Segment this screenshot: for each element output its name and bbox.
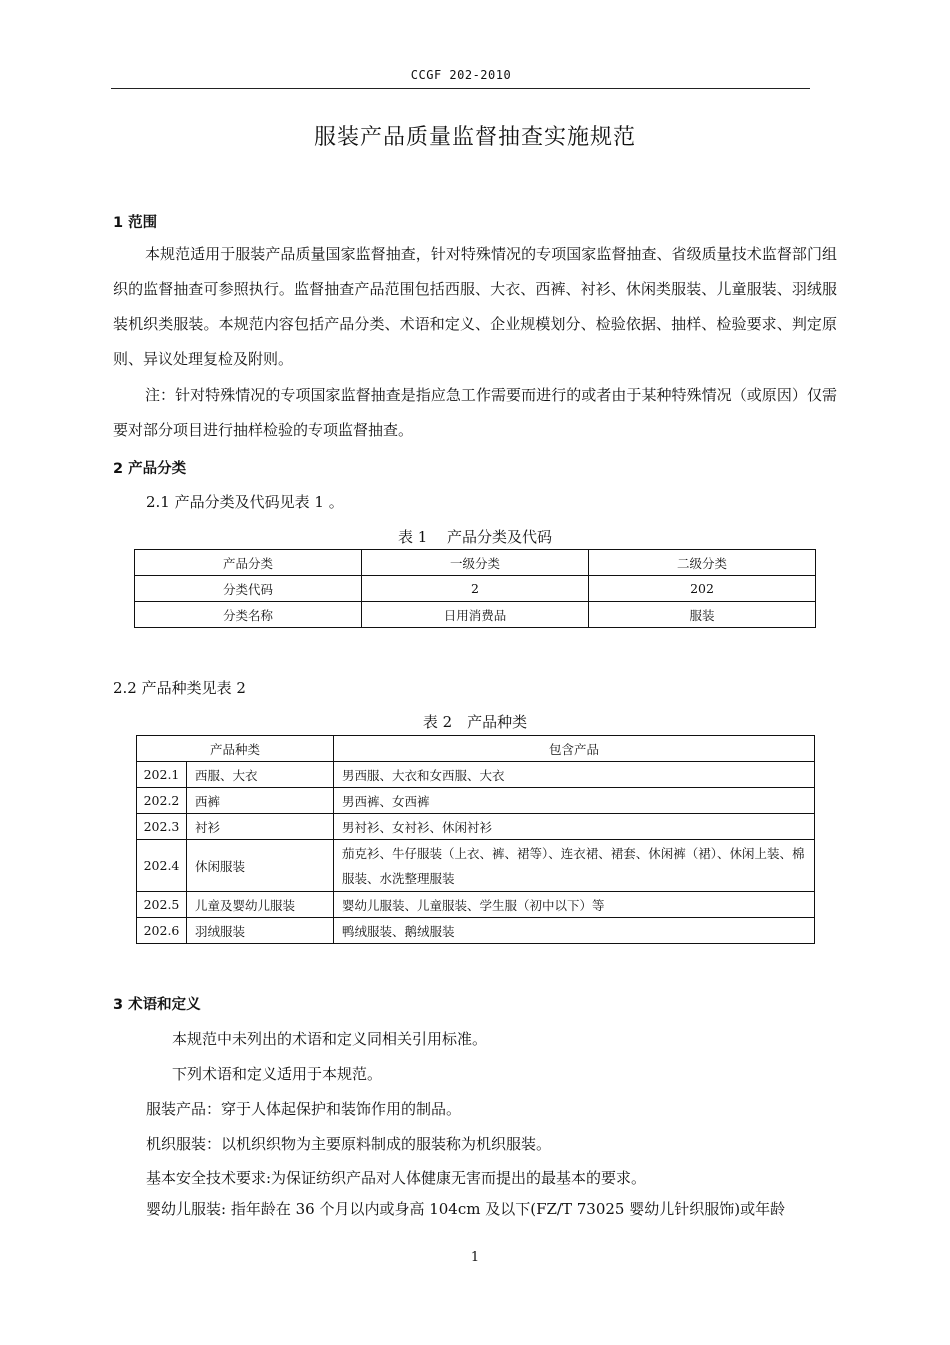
definition-infant-garment: 婴幼儿服装: 指年龄在 36 个月以内或身高 104cm 及以下(FZ/T 73025 婴幼儿针织服饰)或年龄 <box>146 1200 786 1218</box>
table-row <box>137 918 815 944</box>
table-cell: 一级分类 <box>362 550 589 576</box>
table-cell-code: 202.6 <box>137 918 187 944</box>
table-cell: 服装 <box>589 602 816 628</box>
page-number: 1 <box>470 1250 480 1265</box>
table-cell-code: 202.1 <box>137 762 187 788</box>
definition-woven-garment: 机织服装：以机织织物为主要原料制成的服装称为机织服装。 <box>146 1135 552 1153</box>
table-cell: 日用消费品 <box>362 602 589 628</box>
table-row <box>137 892 815 918</box>
table-1-product-classification <box>134 549 816 628</box>
table-cell-code: 202.5 <box>137 892 187 918</box>
table-cell-name: 西服、大衣 <box>187 762 334 788</box>
table-cell: 分类名称 <box>135 602 362 628</box>
table-cell-includes: 男西服、大衣和女西服、大衣 <box>334 762 815 788</box>
table-1-caption: 表 1 产品分类及代码 <box>397 528 553 546</box>
table-cell-text: 茄克衫、牛仔服装（上衣、裤、裙等）、连衣裙、裙套、休闲裤（裙）、休闲上装、棉服装、水洗整理服装 <box>342 845 805 886</box>
document-title: 服装产品质量监督抽查实施规范 <box>313 125 636 150</box>
table-row <box>137 762 815 788</box>
section-3-line-2: 下列术语和定义适用于本规范。 <box>172 1065 383 1083</box>
section-1-note: 注：针对特殊情况的专项国家监督抽查是指应急工作需要而进行的或者由于某种特殊情况（或原因）仅需要对部分项目进行抽样检验的专项监督抽查。 <box>113 386 837 439</box>
table-cell: 2 <box>362 576 589 602</box>
table-cell-name: 儿童及婴幼儿服装 <box>187 892 334 918</box>
table-cell-includes: 男衬衫、女衬衫、休闲衬衫 <box>334 814 815 840</box>
table-cell-includes: 鸭绒服装、鹅绒服装 <box>334 918 815 944</box>
standard-code: CCGF 202-2010 <box>410 68 512 82</box>
subsection-2-2: 2.2 产品种类见表 2 <box>113 679 246 697</box>
definition-basic-safety: 基本安全技术要求:为保证纺织产品对人体健康无害而提出的最基本的要求。 <box>146 1169 647 1187</box>
table-cell: 分类代码 <box>135 576 362 602</box>
table-cell-includes: 婴幼儿服装、儿童服装、学生服（初中以下）等 <box>334 892 815 918</box>
section-1-heading: 1 范围 <box>113 215 158 231</box>
table-cell-includes: 男西裤、女西裤 <box>334 788 815 814</box>
table-row <box>135 550 816 576</box>
table-row <box>135 576 816 602</box>
section-2-heading: 2 产品分类 <box>113 461 187 477</box>
table-header-cell: 包含产品 <box>334 736 815 762</box>
section-3-heading: 3 术语和定义 <box>113 997 201 1013</box>
table-row <box>137 814 815 840</box>
table-cell: 产品分类 <box>135 550 362 576</box>
table-cell: 二级分类 <box>589 550 816 576</box>
table-cell-includes <box>334 840 815 892</box>
table-2-product-types <box>136 735 815 944</box>
table-cell-code: 202.4 <box>137 840 187 892</box>
table-cell-name: 衬衫 <box>187 814 334 840</box>
table-row <box>135 602 816 628</box>
table-cell-code: 202.2 <box>137 788 187 814</box>
definition-garment: 服装产品：穿于人体起保护和装饰作用的制品。 <box>146 1100 462 1118</box>
table-cell: 202 <box>589 576 816 602</box>
table-2-caption: 表 2 产品种类 <box>422 713 528 731</box>
table-cell-name: 休闲服装 <box>187 840 334 892</box>
table-header-row <box>137 736 815 762</box>
table-cell-code: 202.3 <box>137 814 187 840</box>
subsection-2-1: 2.1 产品分类及代码见表 1 。 <box>146 493 344 511</box>
header-rule <box>111 88 810 89</box>
section-3-line-1: 本规范中未列出的术语和定义同相关引用标准。 <box>172 1030 488 1048</box>
table-cell-name: 西裤 <box>187 788 334 814</box>
table-row <box>137 788 815 814</box>
table-row <box>137 840 815 892</box>
table-cell-name: 羽绒服装 <box>187 918 334 944</box>
table-header-cell: 产品种类 <box>137 736 334 762</box>
section-1-paragraph: 本规范适用于服装产品质量国家监督抽查，针对特殊情况的专项国家监督抽查、省级质量技术监督部门组织的监督抽查可参照执行。监督抽查产品范围包括西服、大衣、西裤、衬衫、休闲类服装、儿童服装、羽绒服装机织类服装。本规范内容包括产品分类、术语和定义、企业规模划分、检验依据、抽样、检验要求、判定原则、异议处理复检及附则。 <box>113 245 837 368</box>
